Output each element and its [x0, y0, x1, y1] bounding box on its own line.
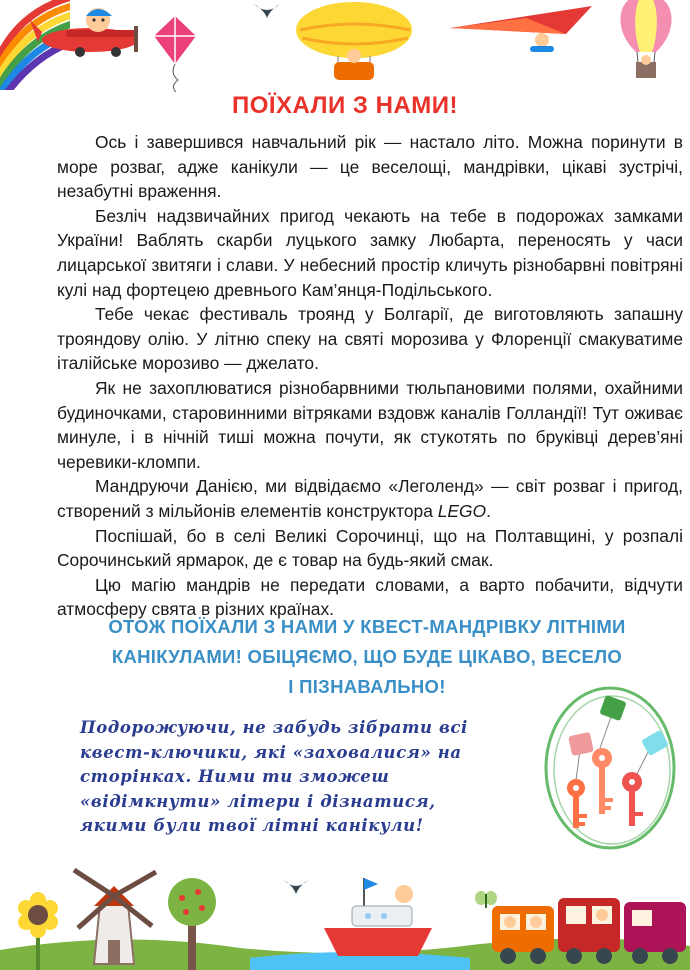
body-text — [57, 130, 683, 622]
paragraph: Цю магію мандрів не передати словами, а варто побачити, відчути атмосферу свята в різних країнах. — [57, 574, 683, 620]
hang-glider-icon — [446, 0, 596, 60]
hot-air-balloon-icon — [606, 0, 686, 85]
paragraph-lego — [57, 474, 683, 523]
callout-line: І ПІЗНАВАЛЬНО! — [288, 676, 446, 697]
train-icon — [488, 888, 690, 970]
boat-icon — [318, 872, 438, 970]
note-line: Подорожуючи, не забудь зібрати всі — [80, 718, 468, 737]
paragraph: Безліч надзвичайних пригод чекають на тебе в подорожах замками України! Ваблять скарби луцького замку Любарта, переносять у часи лицарської звитяги і слави. У небесний простір кличуть різнобарвні повітряні кулі над фортецею древнього Кам’янця-Подільського. — [57, 205, 683, 300]
tree-icon — [162, 872, 222, 970]
sunflower-icon — [10, 890, 70, 970]
lego-word: LEGO — [437, 500, 487, 521]
paragraph: Поспішай, бо в селі Великі Сорочинці, що на Полтавщині, у розпалі Сорочинський ярмарок, де є товар на будь-який смак. — [57, 525, 683, 571]
airplane-icon — [20, 2, 150, 62]
quest-note — [80, 716, 510, 839]
kite-icon — [140, 14, 210, 94]
paragraph: Ось і завершився навчальний рік — настало літо. Можна поринути в море розваг, адже канікули — це веселощі, мандрівки, цікаві зустрічі, незабутні враження. — [57, 132, 683, 202]
paragraph-text: Мандруючи Данією, ми відвідаємо «Леголенд» — світ розваг і пригод, створений з мільйонів елементів конструктора — [57, 476, 683, 521]
paragraph-end: . — [486, 500, 491, 521]
callout-line: КАНІКУЛАМИ! ОБІЦЯЄМО, ЩО БУДЕ ЦІКАВО, ВЕСЕЛО — [111, 646, 623, 667]
note-line: «відімкнути» літери і дізнатися, — [80, 791, 436, 811]
paragraph: Як не захоплюватися різнобарвними тюльпановими полями, охайними будиночками, старовинними вітряками вздовж каналів Голландії! Тут оживає минуле, і в нічній тиші можна почути, як стукотять по бруківці дерев’яні черевики-кломпи. — [57, 377, 683, 472]
keys-icon — [540, 684, 680, 854]
swallow-icon — [252, 2, 282, 20]
airship-icon — [292, 0, 422, 92]
callout-line: ОТОЖ ПОЇХАЛИ З НАМИ У КВЕСТ-МАНДРІВКУ ЛІТНІМИ — [108, 616, 626, 637]
page-title: ПОЇХАЛИ З НАМИ! — [231, 92, 459, 119]
windmill-icon — [64, 864, 164, 970]
paragraph: Тебе чекає фестиваль троянд у Болгарії, де виготовляють запашну трояндову олію. У літню спеку на святі морозива у Флоренції смакуватиме італійське морозиво — джелато. — [57, 304, 683, 374]
note-line: якими були твої літні канікули! — [80, 816, 424, 835]
note-line: сторінках. Ними ти зможеш — [80, 767, 390, 786]
note-line: квест-ключики, які «заховалися» на — [80, 742, 462, 762]
swallow-icon — [282, 878, 310, 896]
